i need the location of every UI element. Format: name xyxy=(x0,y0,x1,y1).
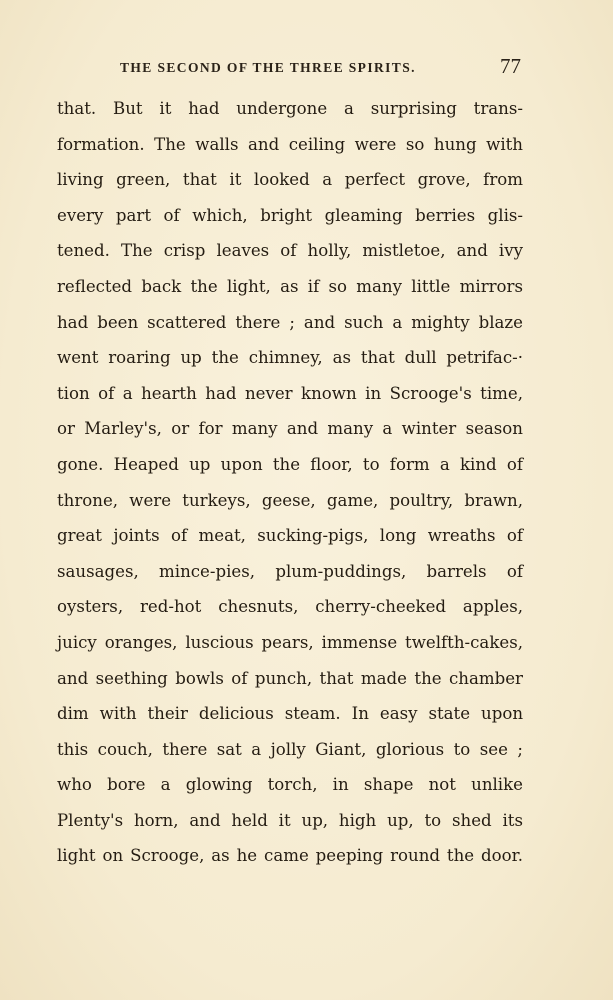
text-line: this couch, there sat a jolly Giant, glorious to see ; xyxy=(57,739,523,759)
text-line: every part of which, bright gleaming berries glis- xyxy=(57,205,523,225)
page-number: 77 xyxy=(500,54,521,78)
text-line: tened. The crisp leaves of holly, mistletoe, and ivy xyxy=(57,241,523,261)
page-header xyxy=(56,56,526,80)
text-line: great joints of meat, sucking-pigs, long wreaths of xyxy=(57,526,523,546)
text-line: Plenty's horn, and held it up, high up, to shed its xyxy=(57,810,523,830)
text-line: went roaring up the chimney, as that dull petrifac-· xyxy=(57,348,523,368)
text-line: or Marley's, or for many and many a winter season xyxy=(57,419,523,439)
text-line: living green, that it looked a perfect grove, from xyxy=(57,170,523,190)
body-text xyxy=(57,91,523,874)
text-line: formation. The walls and ceiling were so hung with xyxy=(57,134,523,154)
text-line: dim with their delicious steam. In easy state upon xyxy=(57,704,523,724)
text-line: had been scattered there ; and such a mighty blaze xyxy=(57,312,523,332)
text-line: tion of a hearth had never known in Scrooge's time, xyxy=(57,383,523,403)
text-line: reflected back the light, as if so many little mirrors xyxy=(57,276,523,296)
text-line: oysters, red-hot chesnuts, cherry-cheeked apples, xyxy=(57,597,523,617)
text-line: who bore a glowing torch, in shape not unlike xyxy=(57,775,523,795)
text-line: that. But it had undergone a surprising trans- xyxy=(57,99,523,118)
text-line: throne, were turkeys, geese, game, poultry, brawn, xyxy=(57,490,523,510)
text-line: light on Scrooge, as he came peeping round the door. xyxy=(57,846,523,866)
running-head: THE SECOND OF THE THREE SPIRITS. xyxy=(120,60,416,75)
text-line: gone. Heaped up upon the floor, to form a kind of xyxy=(57,454,523,474)
text-line: sausages, mince-pies, plum-puddings, barrels of xyxy=(57,561,523,581)
text-line: and seething bowls of punch, that made the chamber xyxy=(57,668,523,688)
text-line: juicy oranges, luscious pears, immense twelfth-cakes, xyxy=(57,632,523,652)
